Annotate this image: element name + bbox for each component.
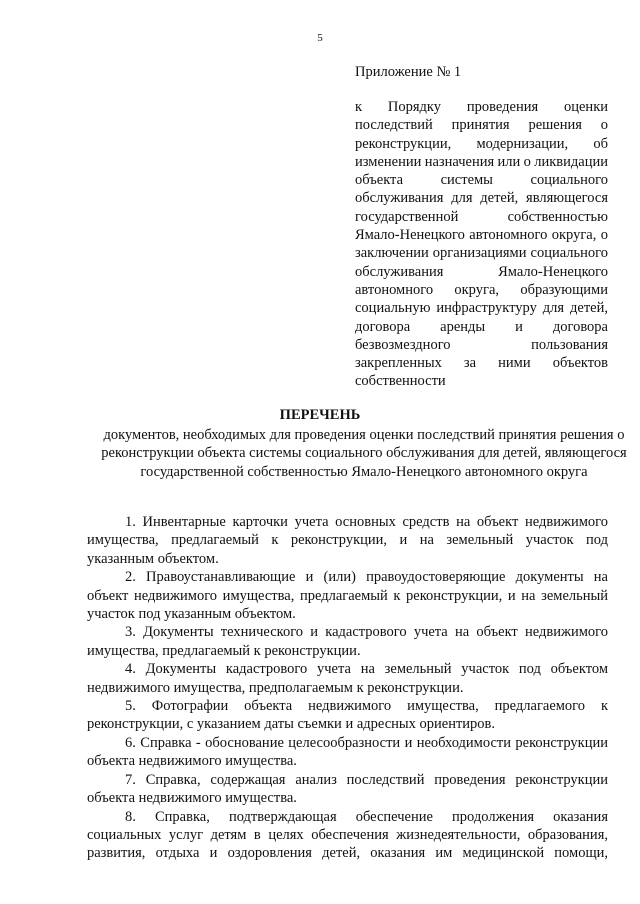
list-title: ПЕРЕЧЕНЬ — [279, 407, 361, 423]
list-item: 8. Справка, подтверждающая обеспечение продолжения оказания социальных услуг детям в целях обеспечения жизнедеятельности, образования, развития, отдыха и оздоровления детей, оказания им медицинской помощи, — [87, 808, 608, 862]
list-item: 7. Справка, содержащая анализ последствий проведения реконструкции объекта недвижимого имущества. — [87, 771, 608, 807]
appendix-body: к Порядку проведения оценки последствий принятия решения о реконструкции, модернизации, об изменении назначения или о ликвидации объекта системы социального обслуживания для детей, являющегося государственной собственностью Ямало-Ненецкого автономного округа, о заключении организациями социального обслуживания Ямало-Ненецкого автономного округа, образующими социальную инфраструктуру для детей, договора аренды и договора безвозмездного пользования закрепленных за ними объектов собственности — [355, 99, 608, 390]
document-list — [87, 513, 608, 863]
list-item: 6. Справка - обоснование целесообразности и необходимости реконструкции объекта недвижимого имущества. — [87, 734, 608, 770]
list-item: 4. Документы кадастрового учета на земельный участок под объектом недвижимого имущества, предполагаемым к реконструкции. — [87, 661, 608, 696]
page-number: 5 — [317, 32, 323, 44]
list-item: 1. Инвентарные карточки учета основных средств на объект недвижимого имущества, предлагаемый к реконструкции, и на земельный участок под указанным объектом. — [87, 514, 608, 567]
appendix-title: Приложение № 1 — [355, 64, 462, 80]
list-item: 2. Правоустанавливающие и (или) правоудостоверяющие документы на объект недвижимого имущества, предлагаемый к реконструкции, и на земельный участок под указанным объектом. — [87, 569, 608, 623]
list-item: 3. Документы технического и кадастрового учета на объект недвижимого имущества, предлагаемый к реконструкции. — [87, 624, 608, 659]
list-subtitle: документов, необходимых для проведения оценки последствий принятия решения о реконструкции объекта системы социального обслуживания для детей, являющегося государственной собственностью Ямало-Ненецкого автономного округа — [101, 427, 627, 480]
list-item: 5. Фотографии объекта недвижимого имущества, предлагаемого к реконструкции, с указанием даты съемки и адресных ориентиров. — [87, 698, 608, 733]
